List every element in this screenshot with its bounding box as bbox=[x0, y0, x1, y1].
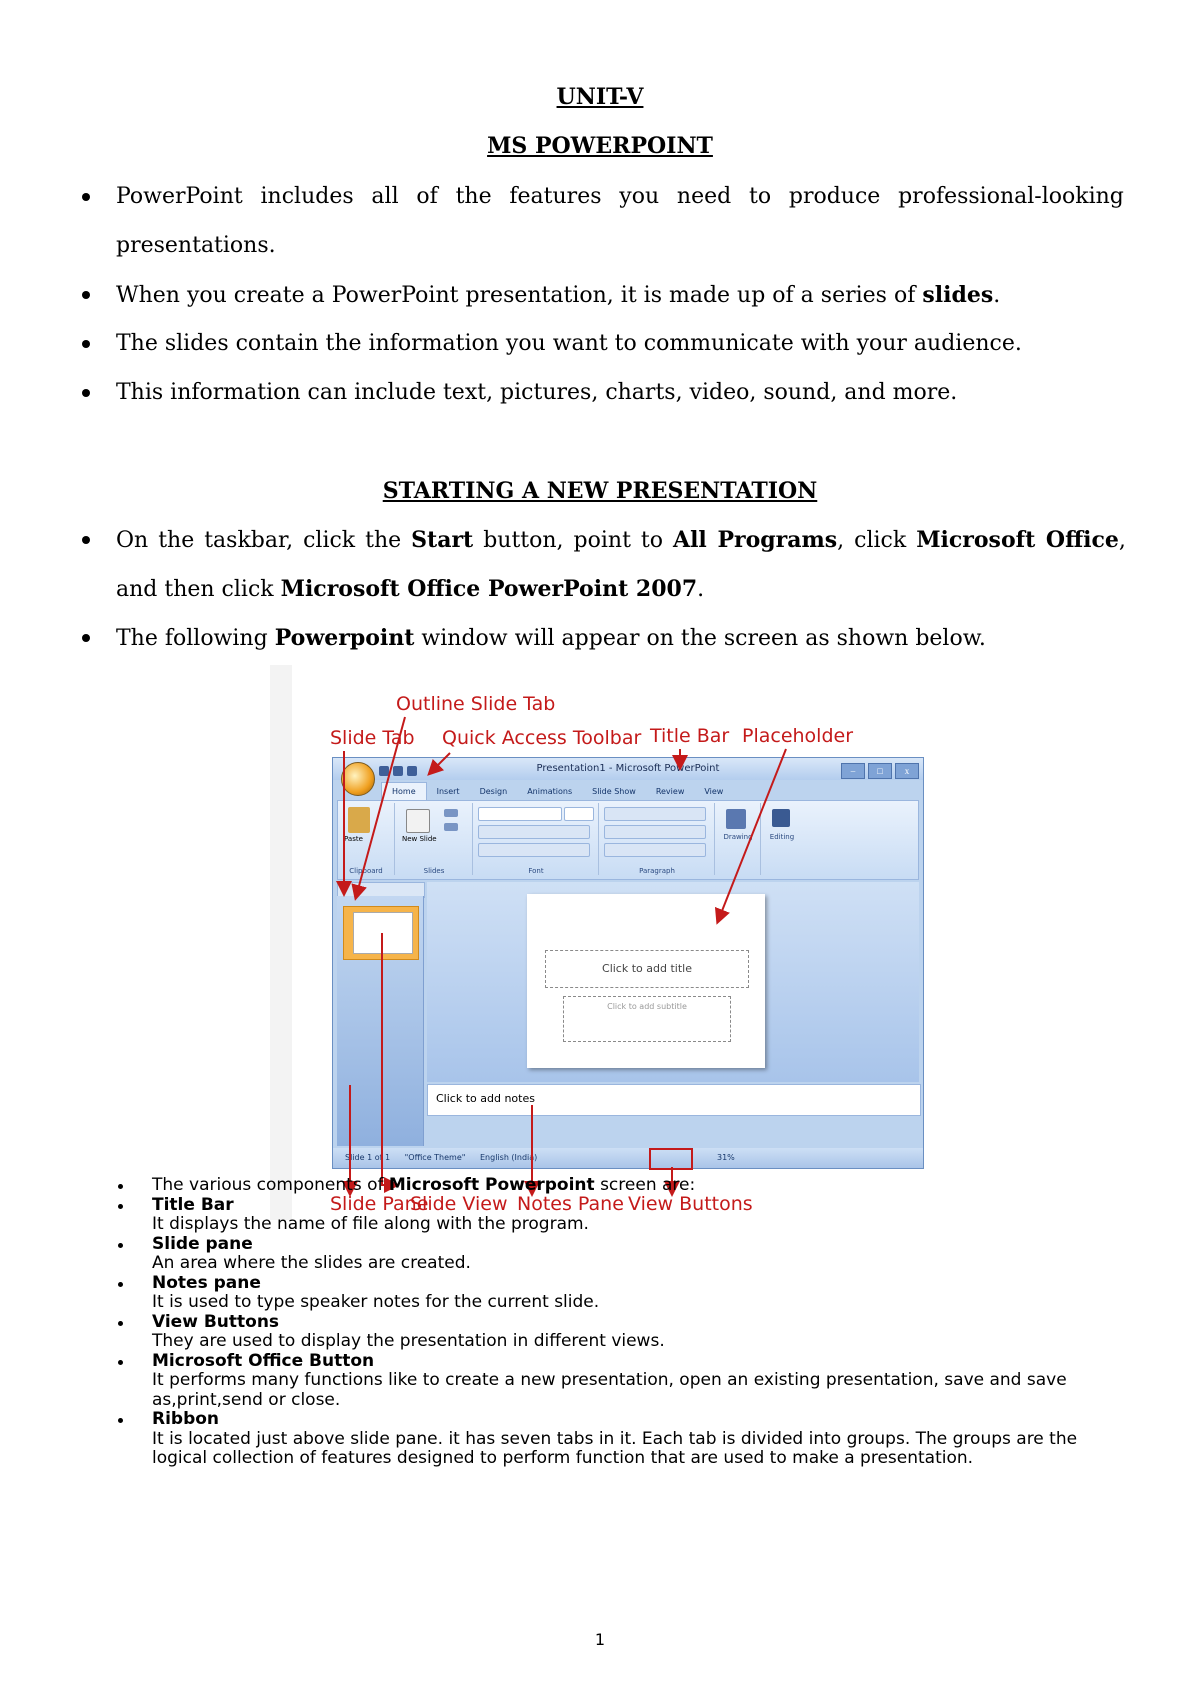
label-slide-tab: Slide Tab bbox=[330, 727, 415, 749]
page-number: 1 bbox=[594, 1630, 606, 1649]
tab-review[interactable]: Review bbox=[655, 787, 685, 796]
bullet-dot bbox=[118, 1243, 123, 1248]
list-item-view-buttons: View Buttons They are used to display the presentation in different views. bbox=[110, 1313, 1120, 1352]
group-editing: Editing bbox=[762, 803, 802, 875]
unit-title: UNIT-V bbox=[556, 84, 644, 110]
bullet-dot bbox=[118, 1184, 123, 1189]
tab-slide-show[interactable]: Slide Show bbox=[592, 787, 636, 796]
tab-design[interactable]: Design bbox=[479, 787, 508, 796]
bullet-text: presentations. bbox=[116, 233, 276, 258]
bullet-dot bbox=[118, 1360, 123, 1365]
label-placeholder: Placeholder bbox=[742, 725, 854, 747]
label-notes-pane: Notes Pane bbox=[517, 1193, 624, 1215]
title-bar: Presentation1 - Microsoft PowerPoint bbox=[333, 758, 923, 780]
tab-view[interactable]: View bbox=[704, 787, 724, 796]
bullet-dot bbox=[82, 536, 90, 544]
bullet-dot bbox=[118, 1282, 123, 1287]
bullet-dot bbox=[118, 1204, 123, 1209]
status-theme: "Office Theme" bbox=[404, 1153, 466, 1162]
bullet-dot bbox=[118, 1321, 123, 1326]
label-slide-view: Slide View bbox=[410, 1193, 508, 1215]
group-slides: New Slide Slides bbox=[396, 803, 473, 875]
list-item-ribbon: Ribbon It is located just above slide pane. it has seven tabs in it. Each tab is divided into groups. The groups are the logical collection of features designed to perform function that are used to make a presentation. bbox=[110, 1410, 1120, 1469]
subject-title: MS POWERPOINT bbox=[487, 133, 713, 159]
bullet-text: The slides contain the information you want to communicate with your audience. bbox=[116, 331, 1022, 356]
group-drawing: Drawing bbox=[716, 803, 761, 875]
bullet-text: When you create a PowerPoint presentation, it is made up of a series of slides. bbox=[116, 282, 1001, 308]
new-slide-label: New Slide bbox=[402, 835, 437, 843]
group-font: Font bbox=[474, 803, 599, 875]
list-item-title-bar: Title Bar It displays the name of file along with the program. bbox=[110, 1196, 1120, 1235]
subtitle-placeholder[interactable]: Click to add subtitle bbox=[563, 996, 731, 1042]
bullet-dot bbox=[82, 193, 90, 201]
notes-pane[interactable]: Click to add notes bbox=[427, 1084, 921, 1116]
window-controls[interactable]: – □ x bbox=[838, 761, 919, 779]
tab-animations[interactable]: Animations bbox=[527, 787, 573, 796]
list-item-office-button: Microsoft Office Button It performs many functions like to create a new presentation, open an existing presentation, save and save as,print,send or close. bbox=[110, 1352, 1120, 1411]
status-language: English (India) bbox=[480, 1153, 538, 1162]
components-list bbox=[110, 1176, 1120, 1469]
label-outline-slide-tab: Outline Slide Tab bbox=[396, 693, 556, 715]
list-item-notes-pane: Notes pane It is used to type speaker notes for the current slide. bbox=[110, 1274, 1120, 1313]
paste-label: Paste bbox=[344, 835, 363, 843]
bullet-text: This information can include text, pictures, charts, video, sound, and more. bbox=[116, 380, 958, 405]
bullet-dot bbox=[82, 389, 90, 397]
label-slide-pane: Slide Pane bbox=[330, 1193, 429, 1215]
bullet-dot bbox=[82, 634, 90, 642]
bullet-dot bbox=[118, 1418, 123, 1423]
bullet-text: The following Powerpoint window will appear on the screen as shown below. bbox=[116, 625, 986, 651]
title-placeholder[interactable]: Click to add title bbox=[545, 950, 749, 988]
tab-insert[interactable]: Insert bbox=[436, 787, 460, 796]
bullet-dot bbox=[82, 291, 90, 299]
list-item-slide-pane: Slide pane An area where the slides are created. bbox=[110, 1235, 1120, 1274]
bullet-dot bbox=[82, 340, 90, 348]
annotation-arrows bbox=[270, 665, 930, 1220]
group-paragraph: Paragraph bbox=[600, 803, 715, 875]
group-clipboard: Paste Clipboard bbox=[338, 803, 395, 875]
label-title-bar: Title Bar bbox=[650, 725, 730, 747]
list-item: The various components of Microsoft Powerpoint screen are: bbox=[110, 1176, 1120, 1196]
bullet-text: PowerPoint includes all of the features you need to produce professional-looking bbox=[116, 184, 1124, 209]
label-view-buttons: View Buttons bbox=[628, 1193, 753, 1215]
tab-home[interactable]: Home bbox=[381, 782, 427, 801]
section-title-starting: STARTING A NEW PRESENTATION bbox=[382, 478, 818, 504]
status-slide-count: Slide 1 of 1 bbox=[345, 1153, 391, 1162]
label-quick-access-toolbar: Quick Access Toolbar bbox=[442, 727, 642, 749]
powerpoint-window-figure bbox=[270, 665, 930, 1220]
zoom-level: 31% bbox=[717, 1153, 735, 1162]
bullet-text: On the taskbar, click the Start button, point to All Programs, click Microsoft Office, bbox=[116, 527, 1126, 553]
bullet-text: and then click Microsoft Office PowerPoint 2007. bbox=[116, 576, 705, 602]
